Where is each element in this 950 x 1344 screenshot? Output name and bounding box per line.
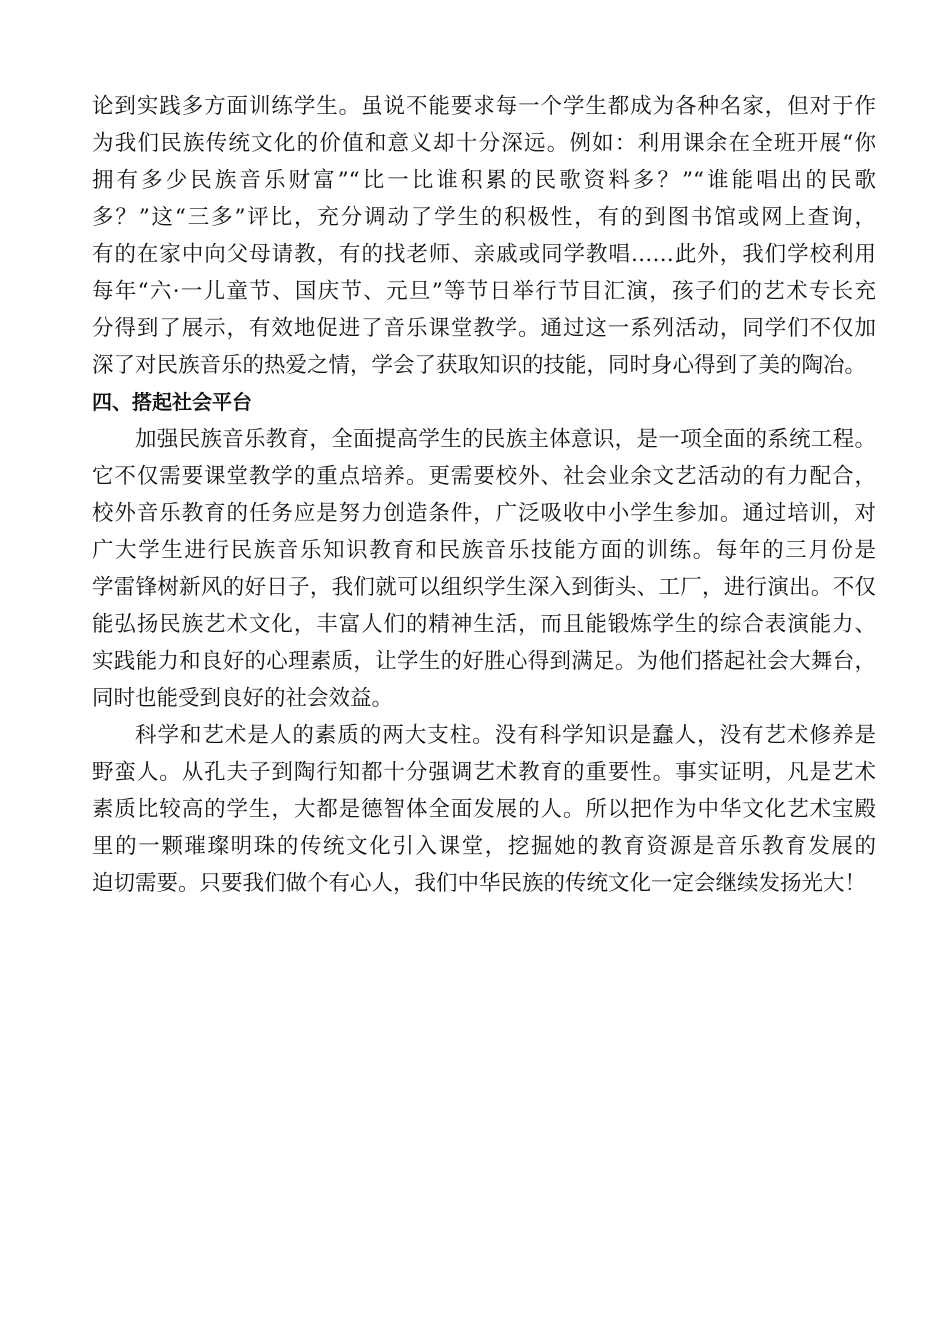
text-line: 分得到了展示，有效地促进了音乐课堂教学。通过这一系列活动，同学们不仅加 (92, 316, 876, 341)
text-line: 深了对民族音乐的热爱之情，学会了获取知识的技能，同时身心得到了美的陶冶。 (92, 353, 867, 378)
document-page (92, 88, 876, 902)
section-heading: 四、搭起社会平台 (92, 390, 252, 414)
text-line: 素质比较高的学生，大都是德智体全面发展的人。所以把作为中华文化艺术宝殿 (92, 797, 876, 822)
text-line: 论到实践多方面训练学生。虽说不能要求每一个学生都成为各种名家，但对于作 (92, 94, 876, 119)
text-line: 有的在家中向父母请教，有的找老师、亲戚或同学教唱……此外，我们学校利用 (92, 242, 876, 267)
text-line: 科学和艺术是人的素质的两大支柱。没有科学知识是蠢人，没有艺术修养是 (135, 723, 876, 748)
text-line: 校外音乐教育的任务应是努力创造条件，广泛吸收中小学生参加。通过培训，对 (92, 501, 876, 526)
paragraph-1 (92, 88, 876, 384)
text-line: 实践能力和良好的心理素质，让学生的好胜心得到满足。为他们搭起社会大舞台， (92, 649, 876, 674)
text-line: 多？”这“三多”评比，充分调动了学生的积极性，有的到图书馆或网上查询， (92, 205, 876, 230)
text-line: 拥有多少民族音乐财富”“比一比谁积累的民歌资料多？”“谁能唱出的民歌 (92, 168, 876, 193)
text-line: 每年“六·一儿童节、国庆节、元旦”等节日举行节目汇演，孩子们的艺术专长充 (92, 279, 876, 304)
text-line: 野蛮人。从孔夫子到陶行知都十分强调艺术教育的重要性。事实证明，凡是艺术 (92, 760, 876, 785)
paragraph-2 (92, 421, 876, 717)
text-line: 它不仅需要课堂教学的重点培养。更需要校外、社会业余文艺活动的有力配合， (92, 464, 876, 489)
text-line: 加强民族音乐教育，全面提高学生的民族主体意识，是一项全面的系统工程。 (135, 427, 876, 452)
text-line: 能弘扬民族艺术文化，丰富人们的精神生活，而且能锻炼学生的综合表演能力、 (92, 612, 876, 637)
text-line: 广大学生进行民族音乐知识教育和民族音乐技能方面的训练。每年的三月份是 (92, 538, 876, 563)
text-line: 里的一颗璀璨明珠的传统文化引入课堂，挖掘她的教育资源是音乐教育发展的 (92, 834, 876, 859)
paragraph-3 (92, 717, 876, 902)
text-line: 同时也能受到良好的社会效益。 (92, 686, 394, 711)
text-line: 学雷锋树新风的好日子，我们就可以组织学生深入到街头、工厂，进行演出。不仅 (92, 575, 876, 600)
text-line: 为我们民族传统文化的价值和意义却十分深远。例如：利用课余在全班开展“你 (92, 131, 876, 156)
text-line: 迫切需要。只要我们做个有心人，我们中华民族的传统文化一定会继续发扬光大！ (92, 871, 867, 896)
